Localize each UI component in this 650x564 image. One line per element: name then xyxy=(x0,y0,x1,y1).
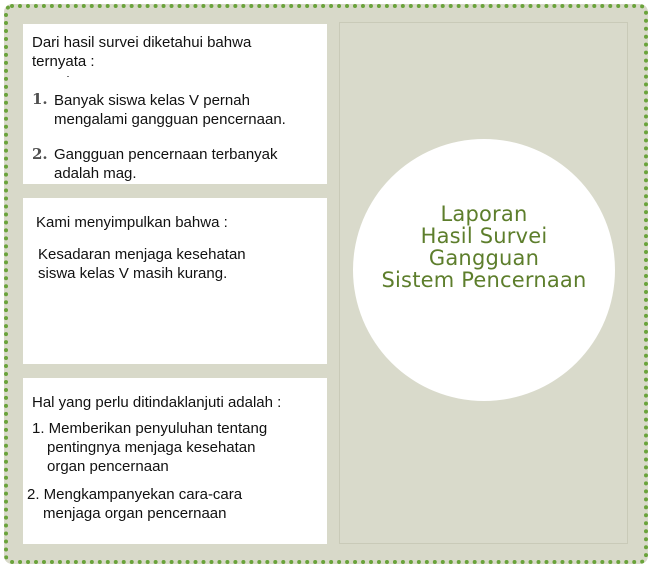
report-title-line4: Sistem Pencernaan xyxy=(381,268,587,292)
conclusion-line2: siswa kelas V masih kurang. xyxy=(38,265,228,282)
decorative-dot xyxy=(67,76,69,77)
survey-intro-line1: Dari hasil survei diketahui bahwa xyxy=(32,34,252,51)
follow-up-item-2-line2: menjaga organ pencernaan xyxy=(43,505,227,522)
survey-intro-line2: ternyata : xyxy=(32,53,95,70)
survey-item-1-line1: Banyak siswa kelas V pernah xyxy=(54,92,250,109)
follow-up-item-1-line3: organ pencernaan xyxy=(47,458,169,475)
follow-up-heading: Hal yang perlu ditindaklanjuti adalah : xyxy=(32,394,282,411)
report-title-line2: Hasil Survei xyxy=(420,224,548,248)
follow-up-panel xyxy=(23,378,327,544)
survey-item-2-line2: adalah mag. xyxy=(54,165,137,182)
conclusion-line1: Kesadaran menjaga kesehatan xyxy=(38,246,246,263)
survey-item-1-line2: mengalami gangguan pencernaan. xyxy=(54,111,286,128)
follow-up-item-1-line2: pentingnya menjaga kesehatan xyxy=(47,439,256,456)
survey-result-panel xyxy=(23,24,327,184)
conclusion-heading: Kami menyimpulkan bahwa : xyxy=(36,214,228,231)
follow-up-item-2-line1: 2. Mengkampanyekan cara-cara xyxy=(27,486,243,503)
report-title xyxy=(353,203,615,291)
report-title-line3: Gangguan xyxy=(428,246,540,270)
report-title-line1: Laporan xyxy=(440,202,528,226)
follow-up-item-1-line1: 1. Memberikan penyuluhan tentang xyxy=(32,420,268,437)
survey-item-2-line1: Gangguan pencernaan terbanyak xyxy=(54,146,278,163)
list-item-number: 2. xyxy=(32,145,48,163)
list-item-number: 1. xyxy=(32,90,48,108)
conclusion-panel xyxy=(23,198,327,364)
